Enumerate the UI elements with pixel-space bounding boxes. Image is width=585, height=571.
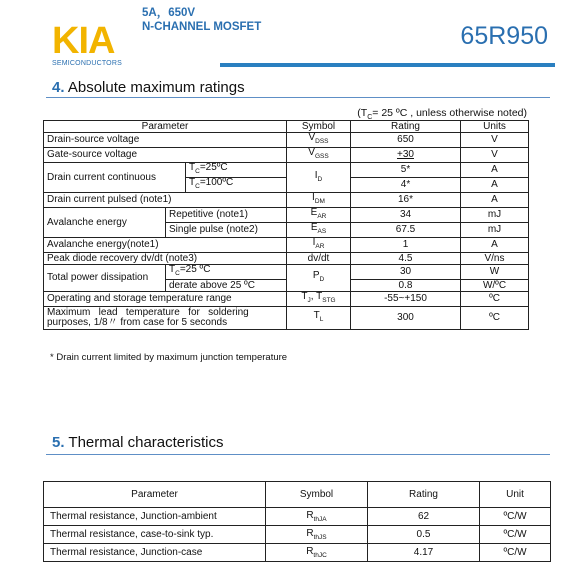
header-rule	[220, 63, 555, 67]
symbol-cell: $V_{GSS}$	[287, 148, 351, 163]
unit-cell: ºC/W	[480, 508, 551, 526]
footnote: * Drain current limited by maximum junction temperature	[50, 352, 288, 363]
rating-cell: 1	[351, 238, 461, 253]
table-header-row	[44, 482, 551, 508]
rating-cell: -55~+150	[351, 292, 461, 307]
rating-cell: 0.5	[368, 526, 480, 544]
section-4-number: 4.	[52, 79, 65, 96]
header-rating: Rating	[351, 121, 461, 133]
table-row	[44, 544, 551, 562]
unit-cell: V	[461, 148, 529, 163]
ratings-table	[43, 120, 529, 330]
unit-cell: A	[461, 163, 529, 178]
unit-cell: W	[461, 265, 529, 280]
symbol-cell: $V_{DSS}$	[287, 133, 351, 148]
param-cell: Drain-source voltage	[44, 133, 287, 148]
rating-cell: 650	[351, 133, 461, 148]
rating-cell: +30	[351, 148, 461, 163]
symbol-cell: dv/dt	[287, 253, 351, 265]
param-cell: Peak diode recovery dv/dt (note3)	[44, 253, 287, 265]
unit-cell: ºC/W	[480, 526, 551, 544]
section-4-title: Absolute maximum ratings	[67, 79, 245, 96]
rating-cell: 62	[368, 508, 480, 526]
table-row	[44, 508, 551, 526]
symbol-cell: $E_{AS}$	[287, 223, 351, 238]
unit-cell: V/ns	[461, 253, 529, 265]
table-header-row	[44, 121, 529, 133]
param-cell: Thermal resistance, Junction-case	[44, 544, 266, 562]
param-cell: Avalanche energy	[44, 208, 166, 238]
thermal-table	[43, 481, 551, 562]
param-cell: Gate-source voltage	[44, 148, 287, 163]
section-5-number: 5.	[52, 434, 65, 451]
part-number: 65R950	[460, 22, 548, 50]
section-5-title: Thermal characteristics	[68, 434, 224, 451]
symbol-cell: $R_{thJS}$	[266, 526, 368, 544]
section-5-underline	[46, 454, 550, 455]
rating-cell: 30	[351, 265, 461, 280]
symbol-cell: $T_L$	[287, 307, 351, 330]
header-parameter: Parameter	[44, 121, 287, 133]
section-4-underline	[46, 97, 550, 98]
condition-cell: $T_C=25ºC$	[186, 163, 287, 178]
unit-cell: W/ºC	[461, 280, 529, 292]
table-row	[44, 253, 529, 265]
param-cell: Drain current pulsed (note1)	[44, 193, 287, 208]
param-cell: Operating and storage temperature range	[44, 292, 287, 307]
table-row	[44, 193, 529, 208]
symbol-cell: $R_{thJA}$	[266, 508, 368, 526]
section-5-heading	[52, 434, 223, 451]
product-type: N-CHANNEL MOSFET	[142, 21, 262, 33]
unit-cell: ºC/W	[480, 544, 551, 562]
section-4-heading	[52, 79, 245, 96]
table-row	[44, 148, 529, 163]
rating-cell: 16*	[351, 193, 461, 208]
symbol-cell: $I_{DM}$	[287, 193, 351, 208]
table-row	[44, 238, 529, 253]
rating-cell: 300	[351, 307, 461, 330]
symbol-cell: $I_D$	[287, 163, 351, 193]
param-cell: Drain current continuous	[44, 163, 186, 193]
unit-cell: A	[461, 178, 529, 193]
product-rating: 5A，650V	[142, 7, 196, 19]
rating-cell: 4*	[351, 178, 461, 193]
symbol-cell: $T_J$, $T_{STG}$	[287, 292, 351, 307]
condition-cell: Repetitive (note1)	[166, 208, 287, 223]
header-rating: Rating	[368, 482, 480, 508]
logo-subtitle: SEMICONDUCTORS	[52, 60, 122, 67]
rating-cell: 4.5	[351, 253, 461, 265]
rating-cell: 67.5	[351, 223, 461, 238]
condition-cell: Single pulse (note2)	[166, 223, 287, 238]
symbol-cell: $E_{AR}$	[287, 208, 351, 223]
param-cell: Maximum lead temperature for soldering purposes, 1/8〃 from case for 5 seconds	[44, 307, 287, 330]
rating-cell: 0.8	[351, 280, 461, 292]
symbol-cell: $I_{AR}$	[287, 238, 351, 253]
test-conditions: ($T_C= 25$ ºC , unless otherwise noted)	[357, 107, 527, 122]
company-logo: KIA	[52, 20, 115, 62]
rating-cell: 4.17	[368, 544, 480, 562]
header-parameter: Parameter	[44, 482, 266, 508]
product-description	[142, 6, 261, 34]
header-units: Units	[461, 121, 529, 133]
param-cell: Total power dissipation	[44, 265, 166, 292]
param-cell: Thermal resistance, case-to-sink typ.	[44, 526, 266, 544]
header-symbol: Symbol	[266, 482, 368, 508]
param-cell: Thermal resistance, Junction-ambient	[44, 508, 266, 526]
unit-cell: ºC	[461, 307, 529, 330]
rating-cell: 34	[351, 208, 461, 223]
table-row	[44, 208, 529, 223]
unit-cell: V	[461, 133, 529, 148]
unit-cell: A	[461, 238, 529, 253]
table-row	[44, 133, 529, 148]
symbol-cell: $P_D$	[287, 265, 351, 292]
symbol-cell: $R_{thJC}$	[266, 544, 368, 562]
table-row	[44, 163, 529, 178]
unit-cell: mJ	[461, 208, 529, 223]
header-symbol: Symbol	[287, 121, 351, 133]
table-row	[44, 265, 529, 280]
param-cell: Avalanche energy(note1)	[44, 238, 287, 253]
table-row	[44, 307, 529, 330]
unit-cell: A	[461, 193, 529, 208]
unit-cell: ºC	[461, 292, 529, 307]
table-row	[44, 292, 529, 307]
table-row	[44, 526, 551, 544]
condition-cell: $T_C=100ºC$	[186, 178, 287, 193]
unit-cell: mJ	[461, 223, 529, 238]
rating-cell: 5*	[351, 163, 461, 178]
header-unit: Unit	[480, 482, 551, 508]
condition-cell: derate above 25 ºC	[166, 280, 287, 292]
condition-cell: $T_C=25$ ºC	[166, 265, 287, 280]
